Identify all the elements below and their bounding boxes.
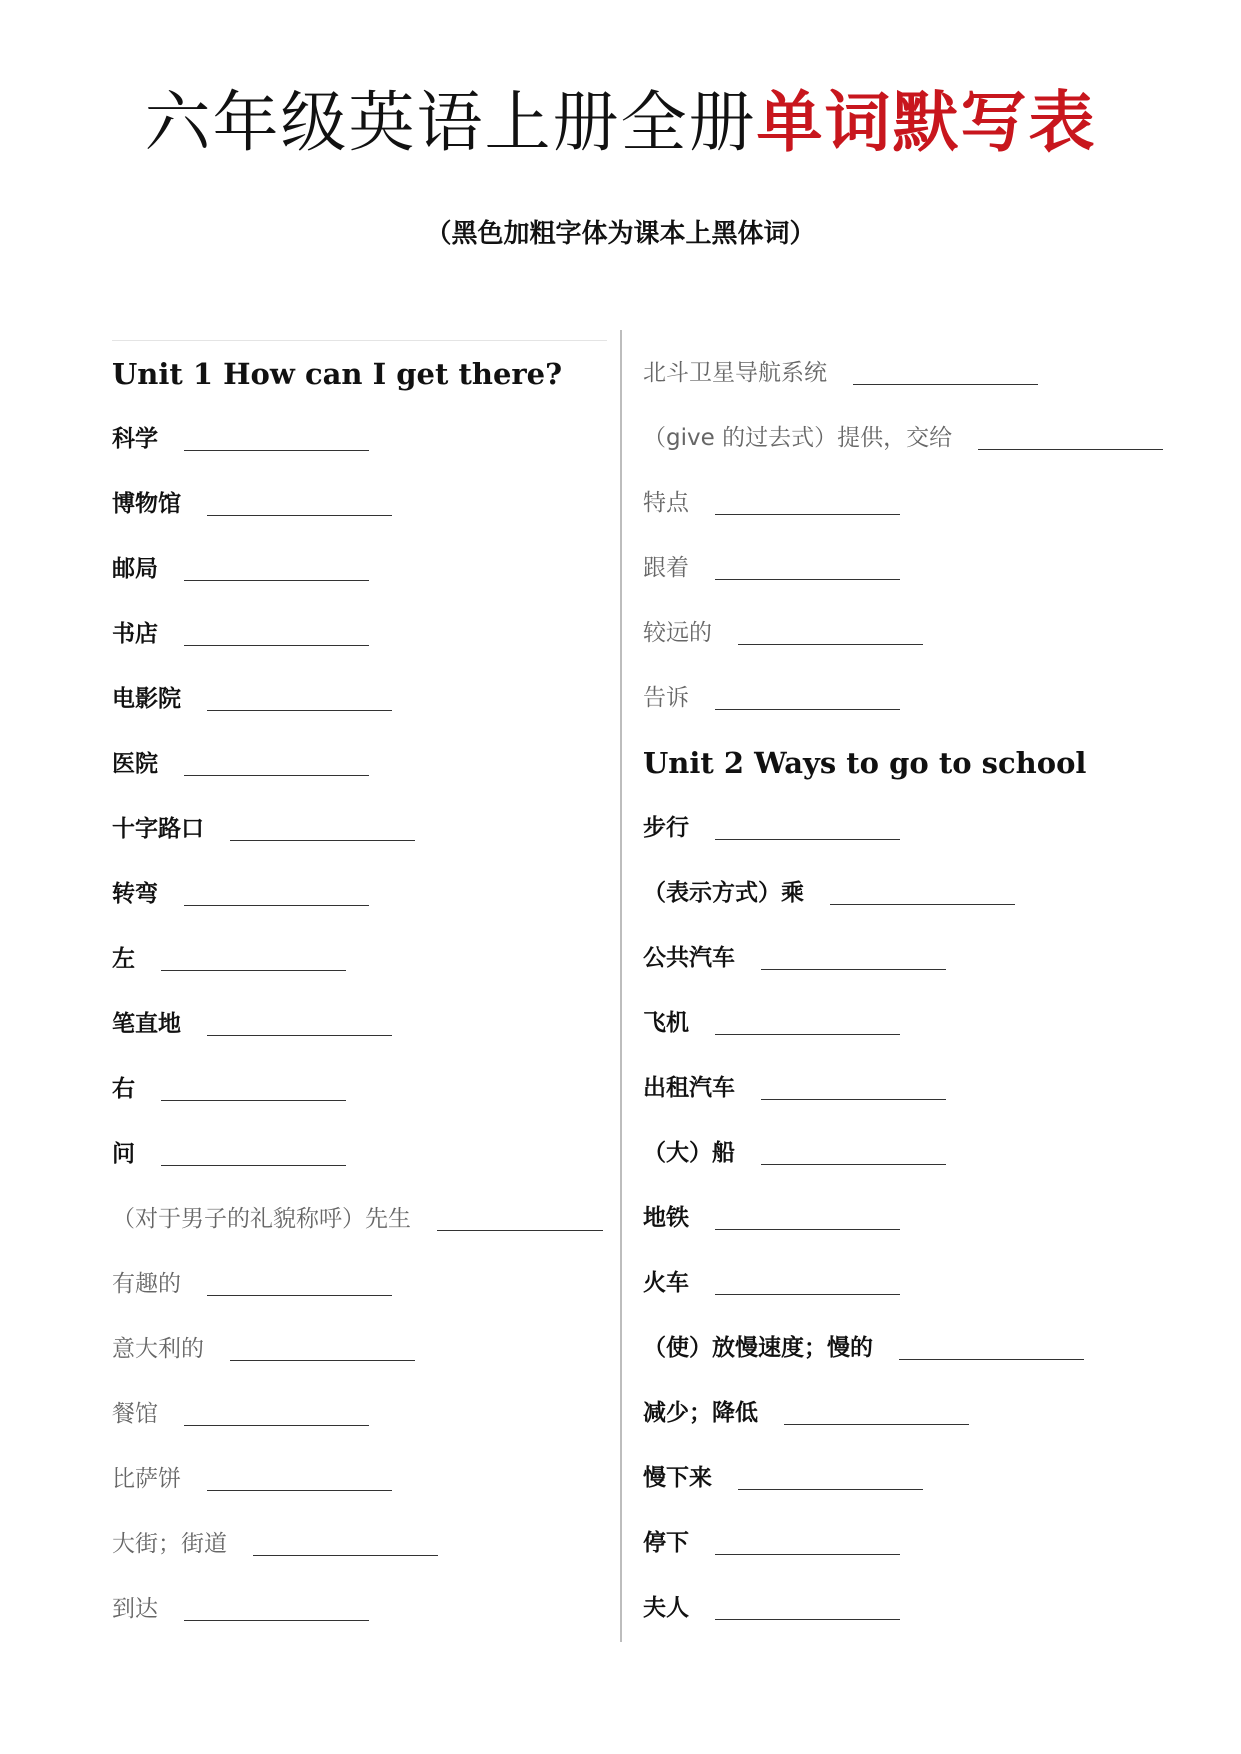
word-entry bbox=[643, 665, 1223, 730]
word-entry bbox=[112, 1381, 607, 1446]
answer-blank[interactable] bbox=[184, 580, 369, 581]
word-prompt: 医院 bbox=[112, 750, 158, 777]
word-entry bbox=[643, 340, 1223, 405]
answer-blank[interactable] bbox=[715, 1229, 900, 1230]
word-entry bbox=[643, 925, 1223, 990]
answer-blank[interactable] bbox=[184, 905, 369, 906]
word-prompt: （大）船 bbox=[643, 1139, 735, 1166]
answer-blank[interactable] bbox=[784, 1424, 969, 1425]
answer-blank[interactable] bbox=[207, 1295, 392, 1296]
word-prompt: 十字路口 bbox=[112, 815, 204, 842]
answer-blank[interactable] bbox=[978, 449, 1163, 450]
word-entry bbox=[112, 471, 607, 536]
word-entry bbox=[643, 1250, 1223, 1315]
word-entry bbox=[643, 470, 1223, 535]
word-prompt: 笔直地 bbox=[112, 1010, 181, 1037]
answer-blank[interactable] bbox=[253, 1555, 438, 1556]
word-prompt: 告诉 bbox=[643, 684, 689, 711]
answer-blank[interactable] bbox=[715, 514, 900, 515]
title-highlight: 单词默写表 bbox=[756, 84, 1097, 161]
answer-blank[interactable] bbox=[715, 709, 900, 710]
word-prompt: 书店 bbox=[112, 620, 158, 647]
word-prompt: 邮局 bbox=[112, 555, 158, 582]
word-prompt: 意大利的 bbox=[112, 1335, 204, 1362]
word-prompt: 跟着 bbox=[643, 554, 689, 581]
word-prompt: 大街；街道 bbox=[112, 1530, 227, 1557]
word-entry bbox=[112, 926, 607, 991]
word-prompt: 步行 bbox=[643, 814, 689, 841]
answer-blank[interactable] bbox=[738, 644, 923, 645]
word-prompt: （对于男子的礼貌称呼）先生 bbox=[112, 1205, 411, 1232]
word-entry bbox=[643, 1510, 1223, 1575]
word-entry bbox=[112, 796, 607, 861]
word-prompt: 比萨饼 bbox=[112, 1465, 181, 1492]
answer-blank[interactable] bbox=[761, 1099, 946, 1100]
word-prompt: 转弯 bbox=[112, 880, 158, 907]
word-prompt: 慢下来 bbox=[643, 1464, 712, 1491]
unit-2-heading: Unit 2 Ways to go to school bbox=[643, 745, 1087, 780]
word-entry bbox=[643, 1445, 1223, 1510]
unit-2-word-list bbox=[643, 795, 1223, 1640]
unit-1-word-list bbox=[112, 406, 607, 1641]
word-prompt: 公共汽车 bbox=[643, 944, 735, 971]
unit-1-heading: Unit 1 How can I get there? bbox=[112, 340, 607, 406]
word-entry bbox=[643, 1315, 1223, 1380]
word-entry bbox=[112, 1251, 607, 1316]
answer-blank[interactable] bbox=[184, 1425, 369, 1426]
answer-blank[interactable] bbox=[230, 840, 415, 841]
word-prompt: 特点 bbox=[643, 489, 689, 516]
answer-blank[interactable] bbox=[761, 1164, 946, 1165]
word-entry bbox=[643, 535, 1223, 600]
word-entry bbox=[112, 406, 607, 471]
answer-blank[interactable] bbox=[161, 970, 346, 971]
word-entry bbox=[643, 405, 1223, 470]
word-entry bbox=[112, 861, 607, 926]
answer-blank[interactable] bbox=[715, 839, 900, 840]
word-entry bbox=[112, 536, 607, 601]
page-title bbox=[0, 78, 1241, 168]
word-entry bbox=[643, 1055, 1223, 1120]
word-prompt: 博物馆 bbox=[112, 490, 181, 517]
word-prompt: 北斗卫星导航系统 bbox=[643, 359, 827, 386]
left-column bbox=[112, 340, 607, 1641]
title-main: 六年级英语上册全册 bbox=[144, 84, 757, 161]
answer-blank[interactable] bbox=[161, 1100, 346, 1101]
answer-blank[interactable] bbox=[437, 1230, 603, 1231]
word-entry bbox=[643, 795, 1223, 860]
answer-blank[interactable] bbox=[715, 579, 900, 580]
word-prompt: 问 bbox=[112, 1140, 135, 1167]
answer-blank[interactable] bbox=[715, 1619, 900, 1620]
word-prompt: 到达 bbox=[112, 1595, 158, 1622]
word-entry bbox=[112, 666, 607, 731]
word-entry bbox=[112, 1511, 607, 1576]
word-entry bbox=[112, 731, 607, 796]
word-entry bbox=[643, 1575, 1223, 1640]
word-entry bbox=[112, 601, 607, 666]
unit-1-word-list-continued bbox=[643, 340, 1223, 730]
answer-blank[interactable] bbox=[184, 775, 369, 776]
answer-blank[interactable] bbox=[184, 450, 369, 451]
word-entry bbox=[112, 1446, 607, 1511]
answer-blank[interactable] bbox=[184, 1620, 369, 1621]
word-prompt: 出租汽车 bbox=[643, 1074, 735, 1101]
answer-blank[interactable] bbox=[715, 1034, 900, 1035]
word-entry bbox=[643, 1380, 1223, 1445]
answer-blank[interactable] bbox=[715, 1294, 900, 1295]
answer-blank[interactable] bbox=[830, 904, 1015, 905]
answer-blank[interactable] bbox=[899, 1359, 1084, 1360]
word-entry bbox=[112, 1576, 607, 1641]
word-prompt: 电影院 bbox=[112, 685, 181, 712]
word-entry bbox=[112, 1056, 607, 1121]
answer-blank[interactable] bbox=[207, 1490, 392, 1491]
word-prompt: 有趣的 bbox=[112, 1270, 181, 1297]
answer-blank[interactable] bbox=[738, 1489, 923, 1490]
word-entry bbox=[112, 1121, 607, 1186]
word-prompt: 地铁 bbox=[643, 1204, 689, 1231]
word-entry bbox=[112, 1316, 607, 1381]
word-prompt: 停下 bbox=[643, 1529, 689, 1556]
answer-blank[interactable] bbox=[207, 710, 392, 711]
answer-blank[interactable] bbox=[761, 969, 946, 970]
word-prompt: 较远的 bbox=[643, 619, 712, 646]
word-prompt: （表示方式）乘 bbox=[643, 879, 804, 906]
right-column bbox=[643, 340, 1223, 1640]
word-prompt: 餐馆 bbox=[112, 1400, 158, 1427]
word-entry bbox=[112, 991, 607, 1056]
word-prompt: 科学 bbox=[112, 425, 158, 452]
word-prompt: 左 bbox=[112, 945, 135, 972]
word-prompt: 飞机 bbox=[643, 1009, 689, 1036]
answer-blank[interactable] bbox=[715, 1554, 900, 1555]
word-entry bbox=[643, 1120, 1223, 1185]
word-entry bbox=[643, 990, 1223, 1055]
word-entry bbox=[643, 600, 1223, 665]
word-prompt: （使）放慢速度；慢的 bbox=[643, 1334, 873, 1361]
word-entry bbox=[643, 1185, 1223, 1250]
page-subtitle: （黑色加粗字体为课本上黑体词） bbox=[425, 219, 816, 249]
word-entry bbox=[643, 860, 1223, 925]
answer-blank[interactable] bbox=[207, 515, 392, 516]
word-prompt: （give 的过去式）提供，交给 bbox=[643, 424, 953, 451]
answer-blank[interactable] bbox=[184, 645, 369, 646]
answer-blank[interactable] bbox=[207, 1035, 392, 1036]
answer-blank[interactable] bbox=[230, 1360, 415, 1361]
word-prompt: 夫人 bbox=[643, 1594, 689, 1621]
word-entry bbox=[112, 1186, 607, 1251]
word-prompt: 右 bbox=[112, 1075, 135, 1102]
word-prompt: 火车 bbox=[643, 1269, 689, 1296]
word-prompt: 减少；降低 bbox=[643, 1399, 758, 1426]
answer-blank[interactable] bbox=[853, 384, 1038, 385]
answer-blank[interactable] bbox=[161, 1165, 346, 1166]
column-divider bbox=[620, 330, 622, 1642]
